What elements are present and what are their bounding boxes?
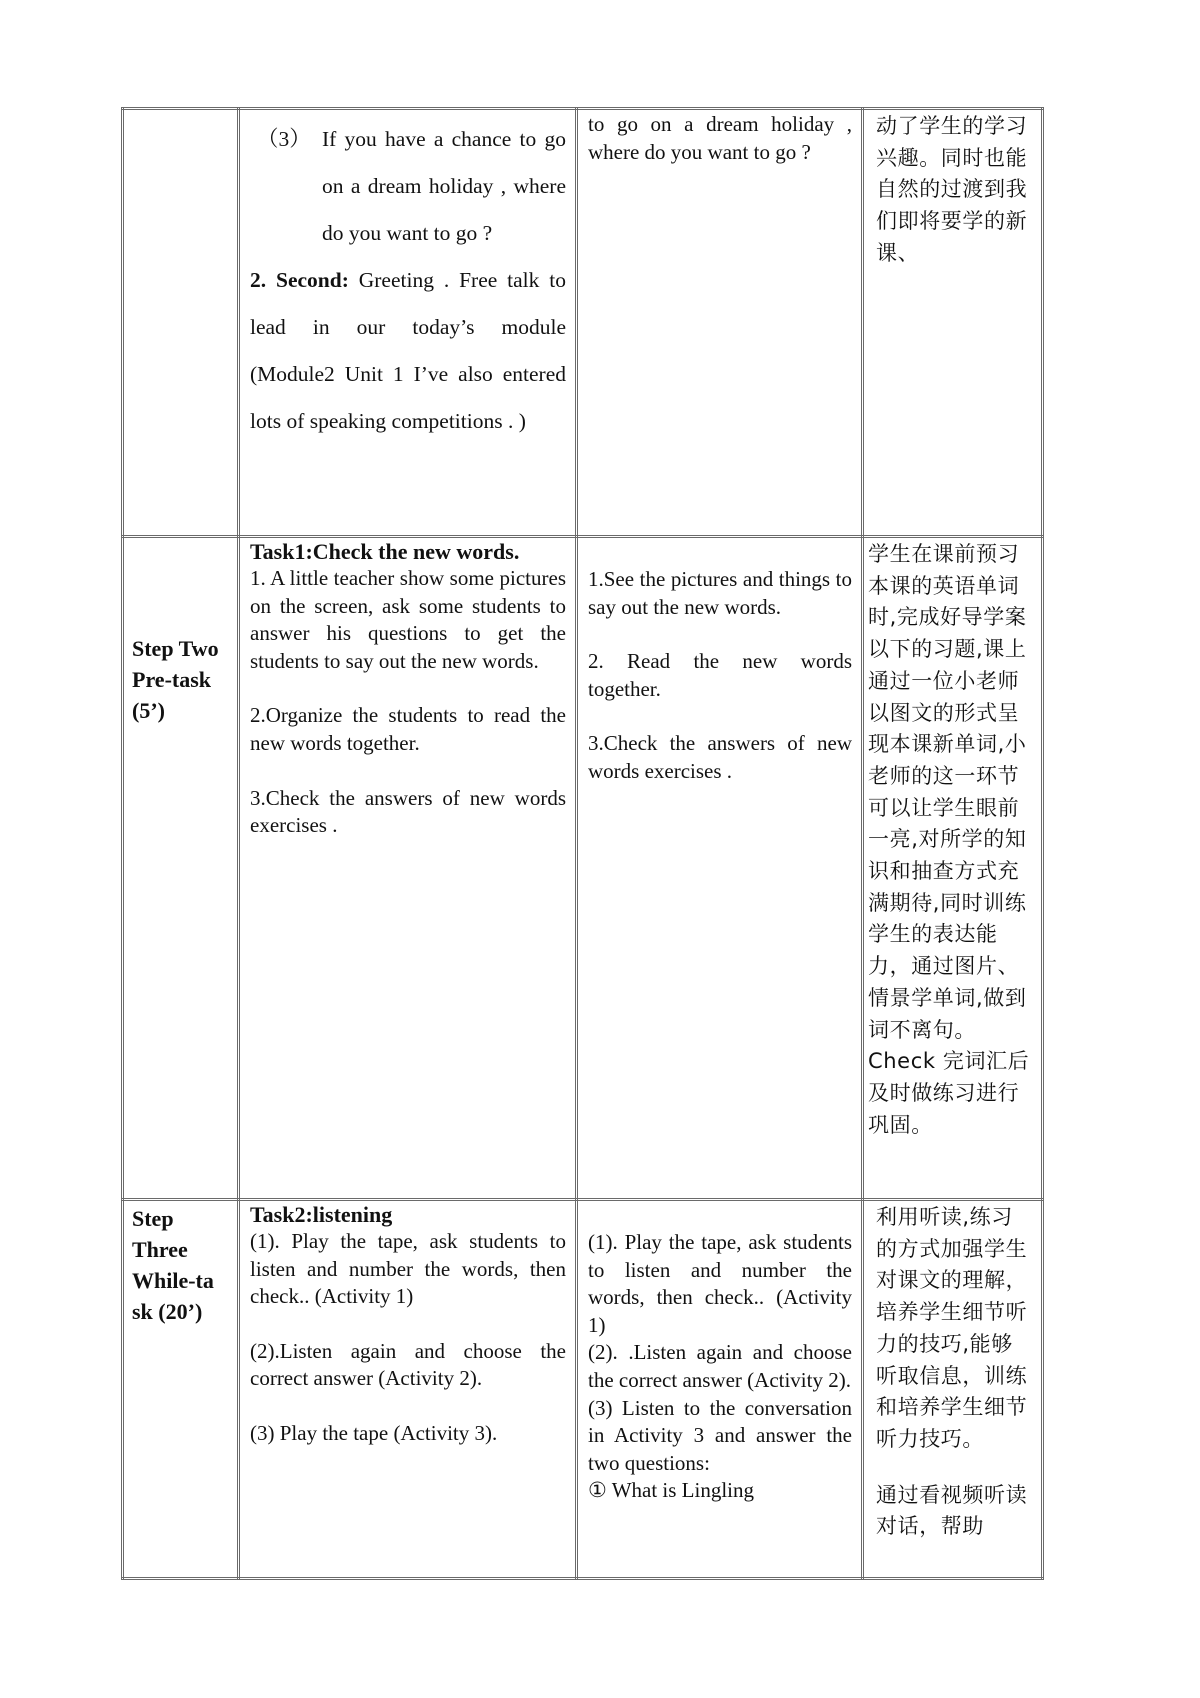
teacher-activity-cell: Task1:Check the new words. 1. A little teacher show some pictures on the screen, ask some students to answer his questions to get the students to say out the new words. 2.Organize the students to read the new words together. 3.Check the answers of new words exercises . (239, 537, 577, 1200)
question-3: （3） If you have a chance to go on a dream holiday , where do you want to go ? (257, 127, 566, 245)
teacher-activity-cell: Task2:listening (1). Play the tape, ask students to listen and number the words, then check.. (Activity 1) (2).Listen again and choose the correct answer (Activity 2). (3) Play the tape (Activity 3). (239, 1200, 577, 1579)
table-row (123, 109, 1043, 537)
table-row (123, 1200, 1043, 1579)
step-cell: Step Two Pre-task (5’) (123, 537, 239, 1200)
purpose-cell: 动了学生的学习兴趣。同时也能自然的过渡到我们即将要学的新课、 (863, 109, 1043, 537)
student-activity-cell: 1.See the pictures and things to say out the new words. 2. Read the new words together. 3.Check the answers of new words exercises . (577, 537, 863, 1200)
student-activity-cell: (1). Play the tape, ask students to listen and number the words, then check.. (Activity 1) (2). .Listen again and choose the correct answer (Activity 2). (3) Listen to the conversation in Activity 3 and answer the two questions: ① What is Lingling (577, 1200, 863, 1579)
purpose-cell: 学生在课前预习本课的英语单词时,完成好导学案以下的习题,课上通过一位小老师以图文的形式呈现本课新单词,小老师的这一环节可以让学生眼前一亮,对所学的知识和抽查方式充满期待,同时训练学生的表达能力，通过图片、情景学单词,做到词不离句。Check 完词汇后及时做练习进行巩固。 (863, 537, 1043, 1200)
table-row (123, 537, 1043, 1200)
step-cell (123, 109, 239, 537)
task-title: Task1:Check the new words. (250, 539, 520, 564)
step-cell: Step Three While-ta sk (20’) (123, 1200, 239, 1579)
lesson-plan-table (121, 107, 1044, 1580)
teacher-activity-cell (239, 109, 577, 537)
purpose-cell: 利用听读,练习的方式加强学生对课文的理解，培养学生细节听力的技巧,能够听取信息，训练和培养学生细节听力技巧。 通过看视频听读对话，帮助 (863, 1200, 1043, 1579)
task-title: Task2:listening (250, 1202, 393, 1227)
second-step-text: 2. Second: Greeting . Free talk to lead in our today’s module (Module2 Unit 1 I’ve also entered lots of speaking competitions . ) (250, 268, 566, 433)
student-activity-cell: to go on a dream holiday , where do you want to go ? (577, 109, 863, 537)
